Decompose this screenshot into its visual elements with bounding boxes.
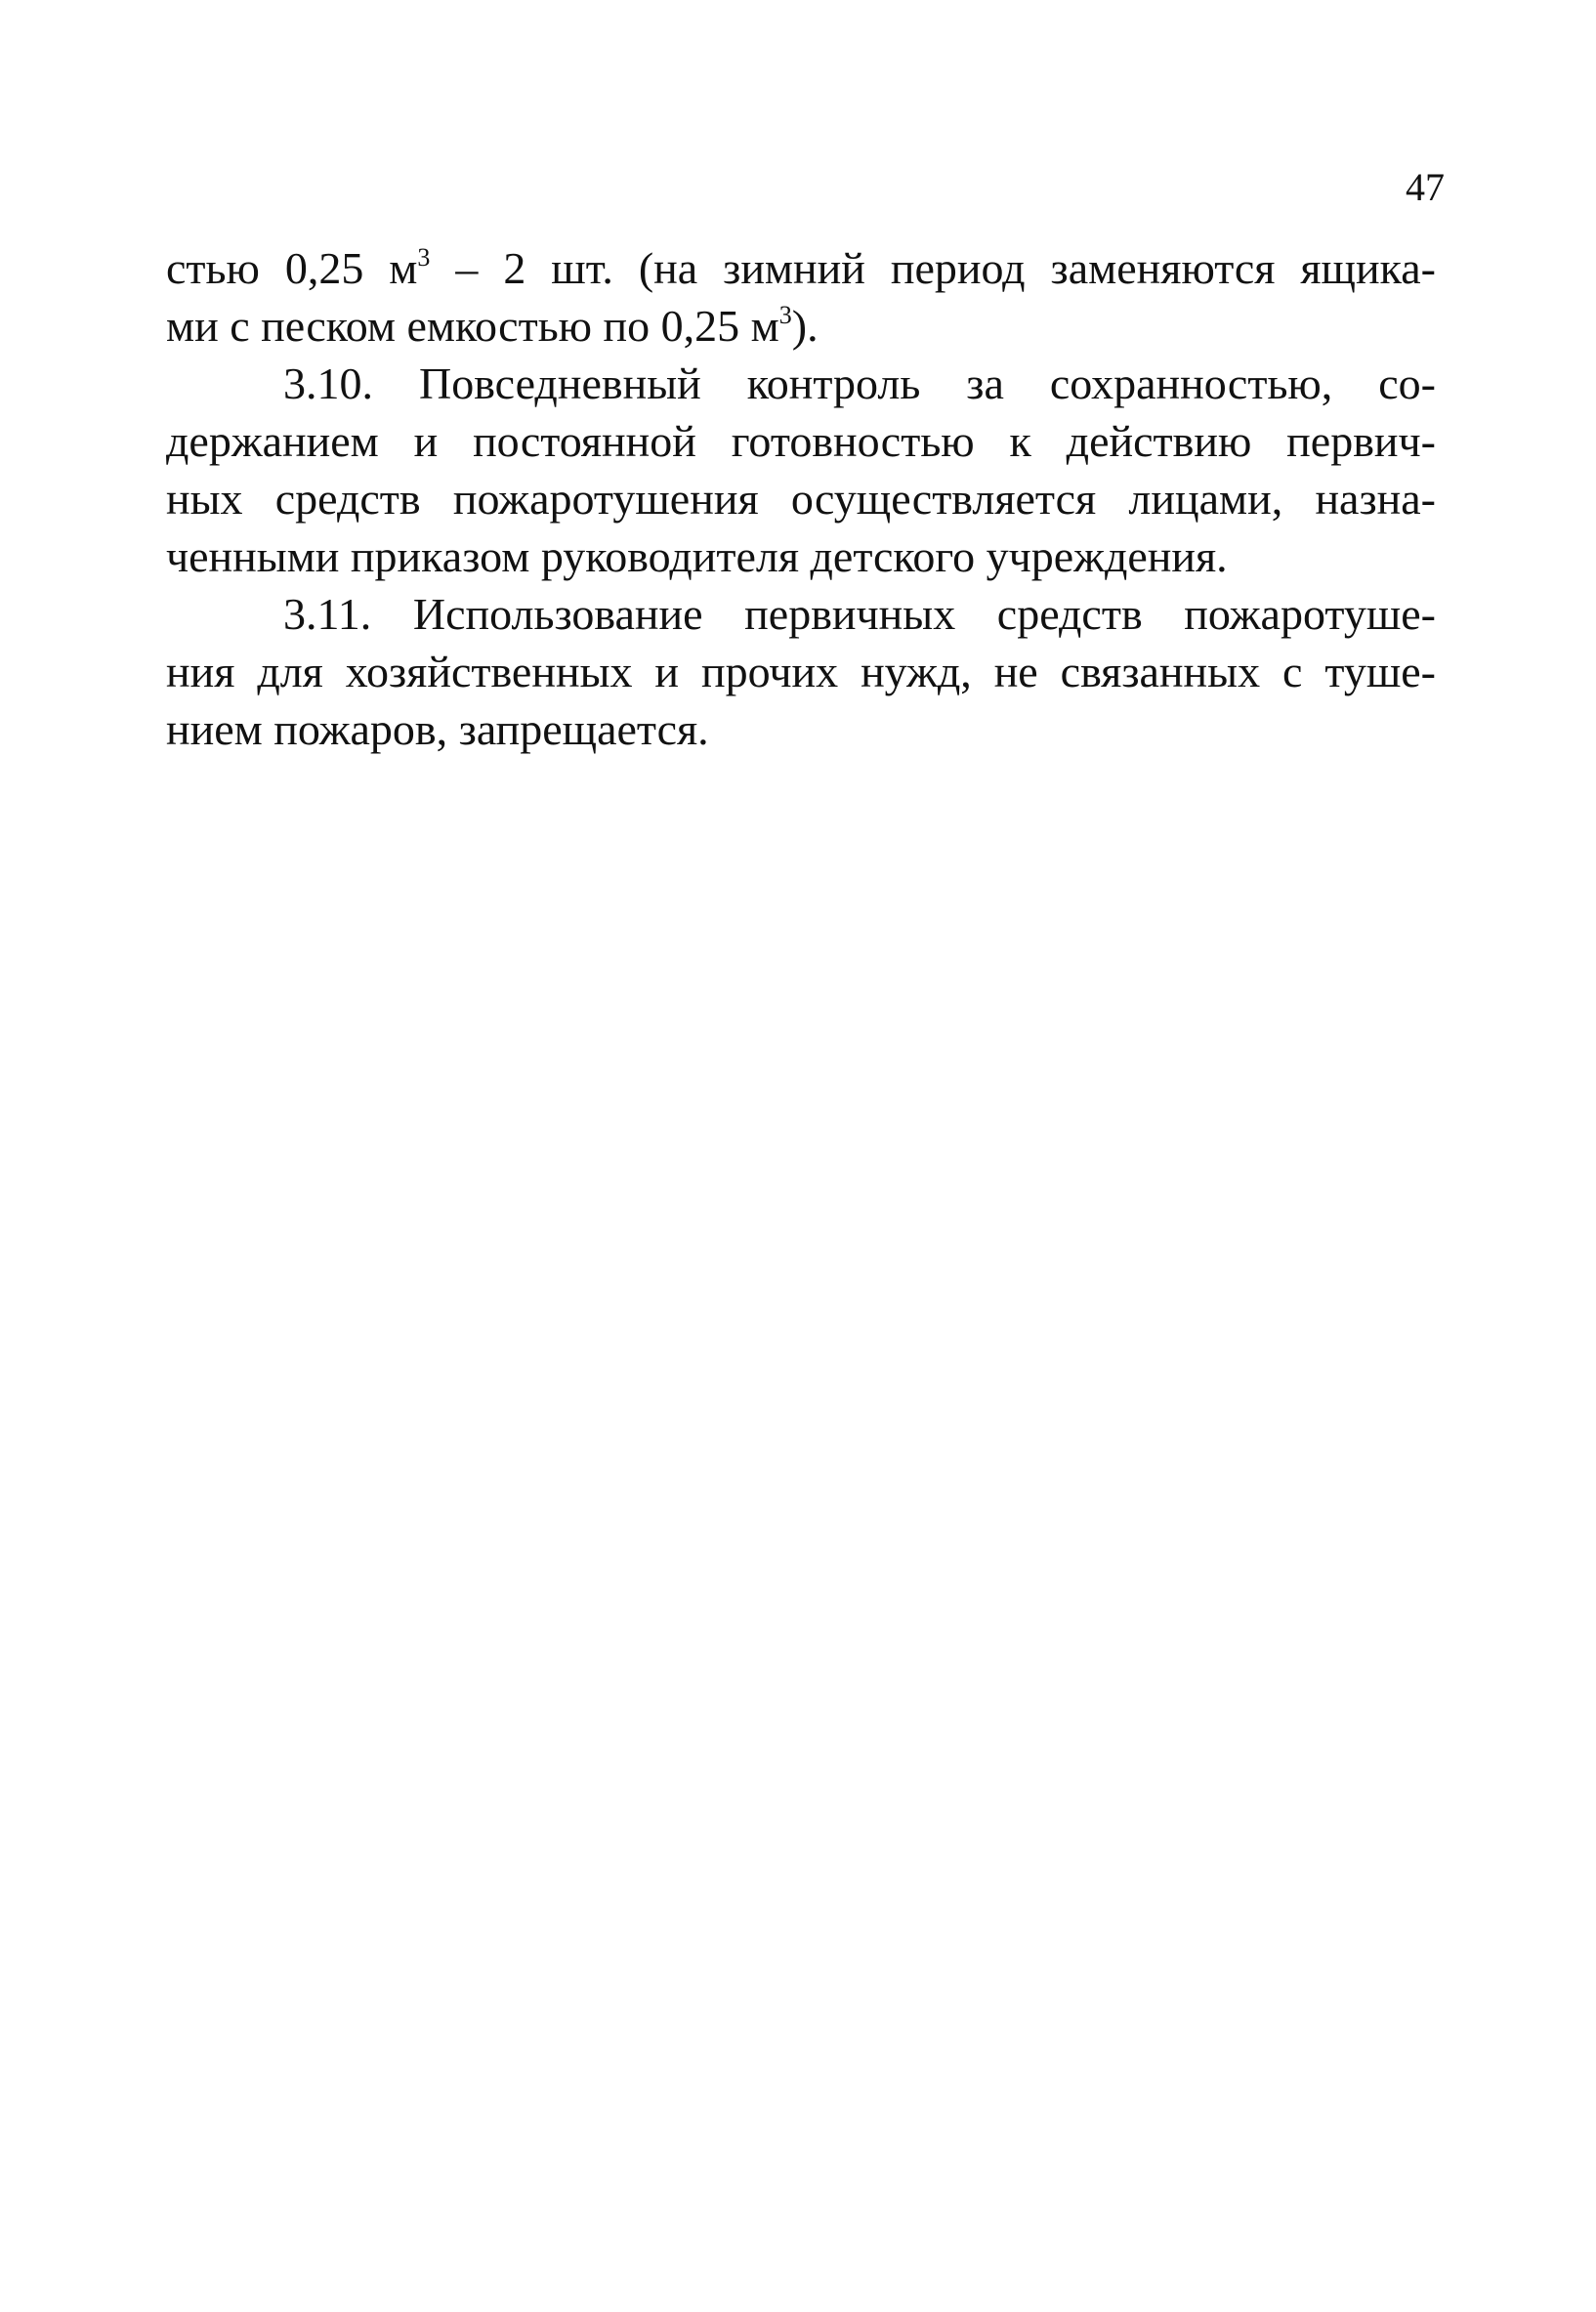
paragraph-3-9-continuation [166, 239, 1436, 355]
paragraph-3-10 [166, 355, 1436, 585]
text-line: стью 0,25 $м^3 - 2$ шт. (на зимний период заменяются ящика- [166, 243, 1436, 293]
text-line: нием пожаров, запрещается. [166, 704, 709, 754]
text-line: ми с песком емкостью по 0,25 $м^3$). [166, 301, 819, 351]
text-line: ченными приказом руководителя детского учреждения. [166, 531, 1228, 581]
text-line: ных средств пожаротушения осуществляется лицами, назна- [166, 474, 1436, 524]
text-line: держанием и постоянной готовностью к действию первич- [166, 416, 1436, 466]
text-line: 3.11. Использование первичных средств пожаротуше- [283, 589, 1436, 639]
text-line: ния для хозяйственных и прочих нужд, не связанных с туше- [166, 647, 1436, 696]
body-text [166, 239, 1436, 758]
text-line: 3.10. Повседневный контроль за сохранностью, со- [283, 358, 1436, 408]
paragraph-3-11 [166, 585, 1436, 758]
page-number: 47 [1406, 165, 1445, 209]
